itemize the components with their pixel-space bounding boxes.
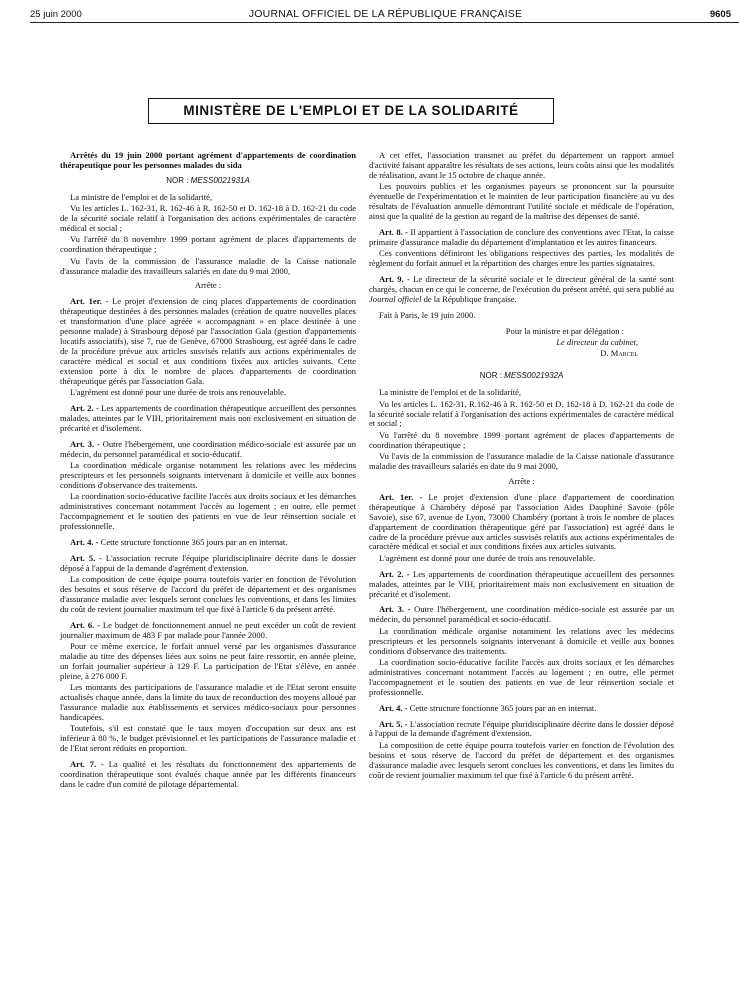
paragraph: Vu l'arrêté du 8 novembre 1999 portant agrément de places d'appartements de coordination thérapeutique ; (60, 234, 356, 255)
nor-reference: NOR : MESS0021931A (166, 175, 250, 185)
article-2: Art. 2. - Les appartements de coordination thérapeutique accueillent des personnes malades, atteintes par le VIH, prioritairement mais non exclusivement en situation de précarité et d'isolement. (60, 402, 357, 433)
signature-role: Le directeur du cabinet, (556, 337, 638, 347)
paragraph: L'agrément est donné pour une durée de trois ans renouvelable. (379, 552, 596, 563)
paragraph: L'agrément est donné pour une durée de trois ans renouvelable. (70, 387, 287, 398)
paragraph: La ministre de l'emploi et de la solidarité, (70, 191, 213, 202)
paragraph: Ces conventions définiront les obligations respectives des parties, les modalités de règlement du forfait annuel et la répartition des charges entre les parties signataires. (369, 248, 674, 269)
article-5: Art. 5. - L'association recrute l'équipe pluridisciplinaire décrite dans le dossier déposé à l'appui de la demande d'agrément d'extension. (60, 552, 356, 573)
paragraph: La coordination médicale organise notamment les relations avec les médecins prescripteurs et les personnels soignants intervenant à domicile et veille aux bonnes conditions d'observance des traitements. (60, 459, 356, 490)
paragraph: Vu l'avis de la commission de l'assurance maladie de la Caisse nationale d'assurance maladie des travailleurs salariés en date du 9 mai 2000, (60, 255, 356, 276)
signature-delegation: Pour la ministre et par délégation : (505, 325, 624, 336)
paragraph: Les pouvoirs publics et les organismes payeurs se prononcent sur la poursuite éventuelle de l'expérimentation et le maintien de leur participation financière au vu des résultats de l'évaluation annuelle démontrant l'utilité sociale et médicale de l'opération, ainsi que la qualité de la gestion au regard de la maîtrise des dépenses de santé. (369, 181, 674, 221)
article-9: Art. 9. - Le directeur de la sécurité sociale et le directeur général de la santé sont chargés, chacun en ce qui le concerne, de l'exécution du présent arrêté, qui sera publié au Journal officiel de la République française. (369, 273, 674, 304)
article-4-second: Art. 4. - Cette structure fonctionne 365 jours par an en internat. (379, 702, 597, 713)
article-1: Art. 1er. - Le projet d'extension de cinq places d'appartements de coordination thérapeutique destinées à des personnes malades (création de quatre nouvelles places et transformation d'une place agréée « accompagnant » en place destinée à une personne malade) à Strasbourg déposé par l'association Gala (gestion d'appartements locatifs associatifs), sise 7, rue de Genève, 67000 Strasbourg, est agréé dans le cadre de la procédure prévue aux articles susvisés relatifs aux actions expérimentales de caractère médical et social et aux conditions fixées aux articles suivants. Cette extension porte à dix le nombre de places d'appartements de coordination thérapeutique gérés par l'association Gala. (60, 296, 356, 386)
page-number: 9605 (709, 9, 731, 20)
header-rule (30, 22, 739, 23)
left-column (60, 151, 356, 790)
paragraph: Vu l'avis de la commission de l'assurance maladie de la Caisse nationale d'assurance maladie des travailleurs salariés en date du 9 mai 2000, (369, 451, 674, 472)
article-6: Art. 6. - Le budget de fonctionnement annuel ne peut excéder un coût de revient journalier maximum de 483 F par malade pour l'année 2000. (60, 619, 356, 640)
nor-reference-2: NOR : MESS0021932A (479, 371, 564, 381)
decree-title: Arrêtés du 19 juin 2000 portant agrément d'appartements de coordination thérapeutique pour les personnes malades du sida (60, 150, 356, 170)
journal-title: JOURNAL OFFICIEL DE LA RÉPUBLIQUE FRANÇAISE (248, 8, 523, 20)
arrete-heading: Arrête : (194, 280, 222, 291)
paragraph: Vu les articles L. 162-31, R. 162-46 à R. 162-50 et D. 162-18 à D. 162-21 du code de la sécurité sociale relatif à l'organisation des actions expérimentales de caractère médical et social ; (60, 203, 356, 233)
paragraph: La coordination socio-éducative facilite l'accès aux droits sociaux et les démarches administratives concernant notamment l'accès au logement ; en outre, elle permet l'accompagnement et le soutien des patients en vue de leur réinsertion sociale et professionnelle. (369, 656, 674, 697)
article-5-second: Art. 5. - L'association recrute l'équipe pluridisciplinaire décrite dans le dossier déposé à l'appui de la demande d'agrément d'extension. (369, 718, 674, 739)
paragraph: Les montants des participations de l'assurance maladie et de l'Etat seront ensuite actualisés chaque année, dans la limite du taux de reconduction des moyens alloué par l'assurance maladie aux établissements et services médico-sociaux pour personnes handicapées. (60, 682, 356, 722)
paragraph: La composition de cette équipe pourra toutefois varier en fonction de l'évolution des besoins et sous réserve de l'accord du préfet de département et des organismes d'assurance maladie avec lesquels seront conclues les conventions, et dans les limites du coût de revient journalier maximum tel que fixé à l'article 6 du présent arrêté. (369, 739, 674, 780)
paragraph: Pour ce même exercice, le forfait annuel versé par les organismes d'assurance maladie au titre des dépenses liées aux soins ne peut faire ressortir, en année pleine, un forfait journalier supérieur à 129 F. La participation de l'Etat s'élève, en année pleine, à 276 000 F. (60, 640, 356, 681)
right-column (369, 151, 674, 780)
article-2-second: Art. 2. - Les appartements de coordination thérapeutique accueillent des personnes malades, atteintes par le VIH, prioritairement mais non exclusivement en situation de précarité et d'isolement. (369, 568, 675, 599)
article-8: Art. 8. - Il appartient à l'association de conclure des conventions avec l'Etat, la caisse primaire d'assurance maladie du département d'implantation et les autres financeurs. (369, 226, 675, 247)
article-4: Art. 4. - Cette structure fonctionne 365 jours par an en internat. (70, 536, 288, 547)
paragraph: La composition de cette équipe pourra toutefois varier en fonction de l'évolution des besoins et sous réserve de l'accord du préfet de département et des organismes d'assurance maladie avec lesquels seront conclues les conventions, et dans les limites du coût de revient journalier maximum tel que fixé à l'article 6 du présent arrêté. (60, 574, 356, 614)
paragraph: La coordination médicale organise notamment les relations avec les médecins prescripteurs et les personnels soignants intervenant à domicile et veille aux bonnes conditions d'observance des traitements. (369, 625, 674, 656)
paragraph: Toutefois, s'il est constaté que le taux moyen d'occupation sur deux ans est inférieur à 80 %, le budget prévisionnel et les participations de l'assurance maladie et de l'Etat seront réduits en proportion. (60, 723, 356, 754)
signature-name: D. Marcel (600, 348, 638, 359)
article-7: Art. 7. - La qualité et les résultats du fonctionnement des appartements de coordination thérapeutique sont évalués chaque année par les différents financeurs dans le cadre d'un comité de pilotage départemental. (60, 758, 357, 789)
paragraph: La ministre de l'emploi et de la solidarité, (379, 387, 522, 398)
paragraph: Vu l'arrêté du 8 novembre 1999 portant agrément de places d'appartements de coordination thérapeutique ; (369, 429, 674, 450)
header-date: 25 juin 2000 (30, 9, 82, 20)
paragraph: A cet effet, l'association transmet au préfet du département un rapport annuel d'activité faisant apparaître les résultats de ses actions, leurs coûts ainsi que les modalités de réalisation, avant le 15 octobre de chaque année. (369, 150, 674, 180)
article-3-second: Art. 3. - Outre l'hébergement, une coordination médico-sociale est assurée par un médecin, du personnel paramédical et socio-éducatif. (369, 604, 675, 625)
ministry-heading: MINISTÈRE DE L'EMPLOI ET DE LA SOLIDARITÉ (148, 98, 554, 124)
signing-place-date: Fait à Paris, le 19 juin 2000. (379, 309, 476, 320)
article-3: Art. 3. - Outre l'hébergement, une coordination médico-sociale est assurée par un médecin, du personnel paramédical et socio-éducatif. (60, 438, 356, 459)
arrete-heading-2: Arrête : (508, 475, 535, 486)
paragraph: La coordination socio-éducative facilite l'accès aux droits sociaux et les démarches administratives concernant notamment l'accès au logement ; en outre, elle permet l'accompagnement et le soutien des patients en vue de leur réinsertion sociale et professionnelle. (60, 491, 356, 531)
article-1-second: Art. 1er. - Le projet d'extension d'une place d'appartement de coordination thérapeutique à Chambéry déposé par l'association Aides Dauphiné Savoie (pôle Savoie), sise 67, avenue de Lyon, 73000 Chambéry (portant à trois le nombre de places d'appartement de coordination thérapeutique géré par l'association) est agréé dans le cadre de la procédure prévue aux articles susvisés relatifs aux actions expérimentales de caractère médical et social et aux conditions fixées aux articles suivants. (369, 491, 675, 552)
paragraph: Vu les articles L. 162-31, R.162-46 à R. 162-50 et D. 162-18 à D. 162-21 du code de la sécurité sociale relatif à l'organisation des actions expérimentales de caractère médical et social ; (369, 398, 674, 429)
